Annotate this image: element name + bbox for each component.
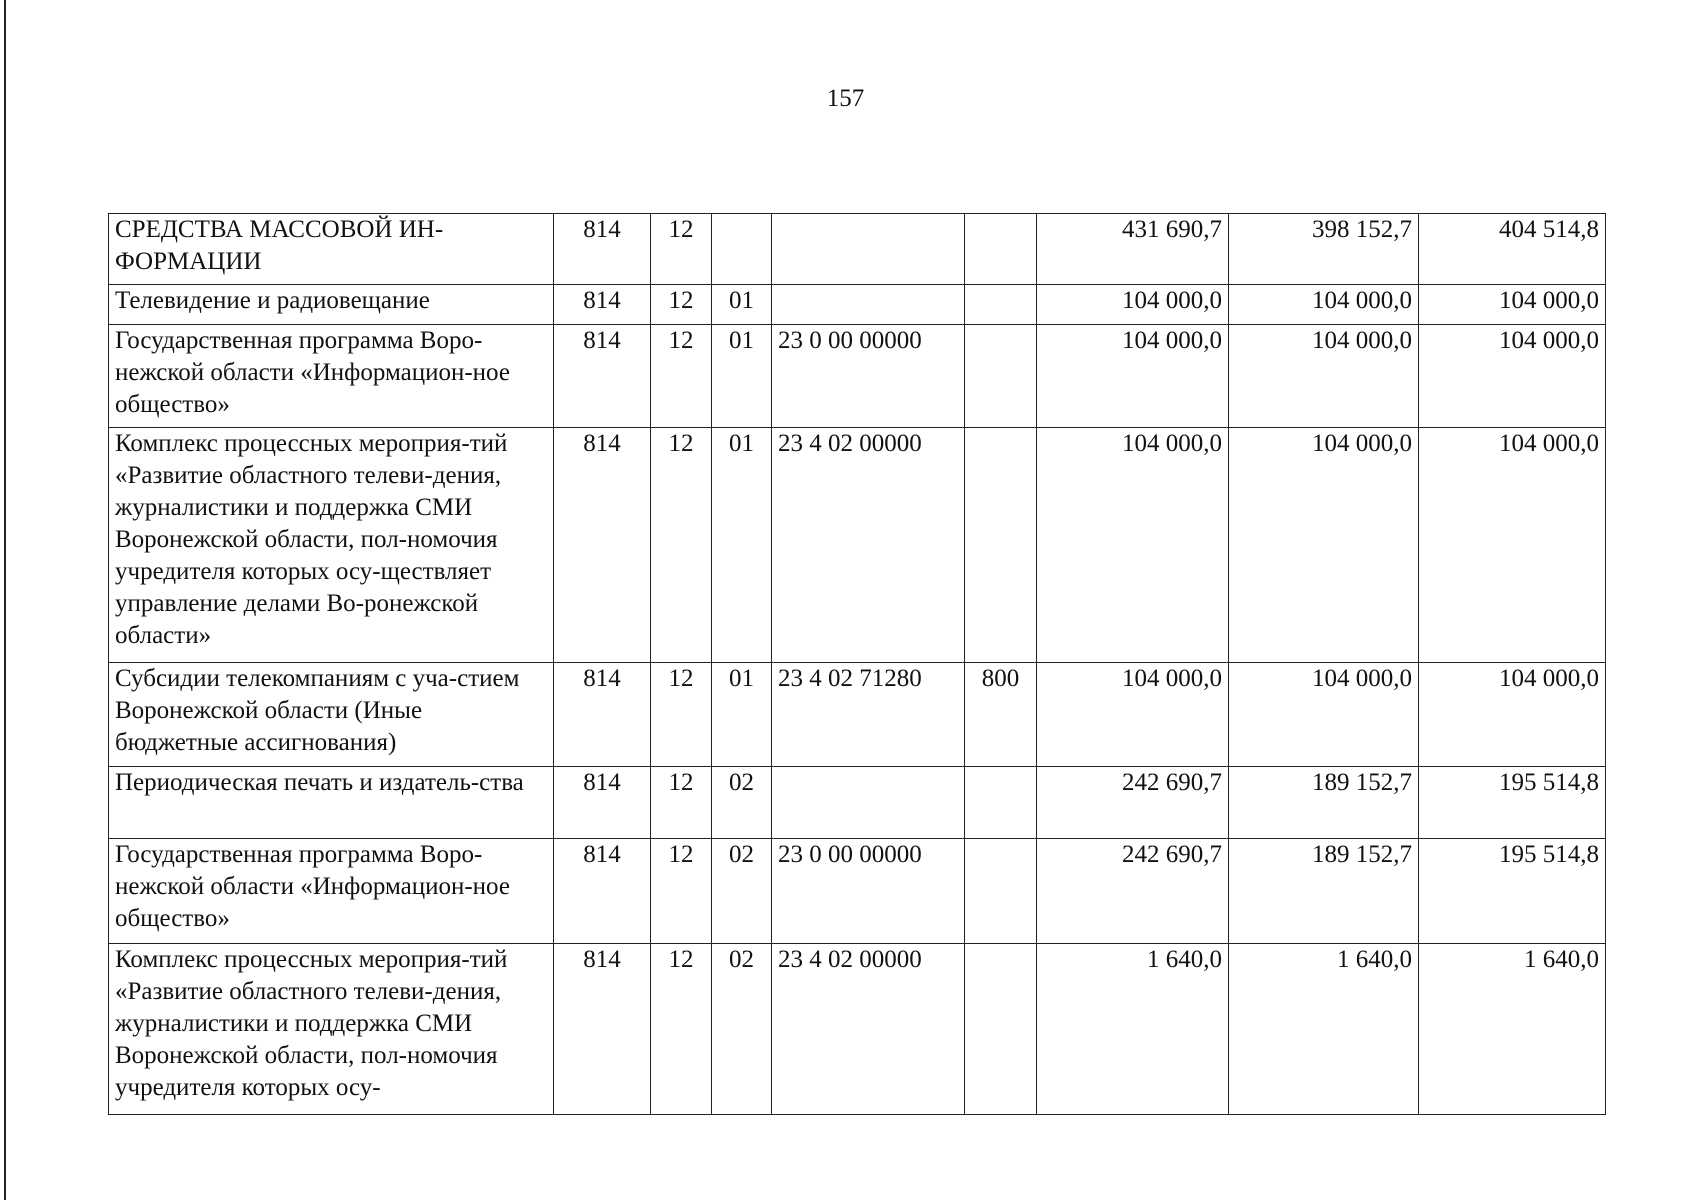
amount-year-2: 104 000,0 (1229, 663, 1419, 767)
amount-year-3: 404 514,8 (1419, 214, 1606, 285)
page-number: 157 (826, 85, 865, 112)
table-body (109, 214, 1606, 1115)
article-code: 23 0 00 00000 (772, 839, 965, 944)
subsection-code: 01 (712, 325, 772, 428)
ministry-code: 814 (554, 428, 651, 663)
article-code (772, 285, 965, 325)
row-name: Комплекс процессных мероприя-тий «Развитие областного телеви-дения, журналистики и поддержка СМИ Воронежской области, пол-номочия учредителя которых осу- (109, 944, 554, 1115)
expense-type-code (965, 285, 1037, 325)
row-name: Государственная программа Воро-нежской области «Информацион-ное общество» (109, 839, 554, 944)
amount-year-1: 1 640,0 (1037, 944, 1229, 1115)
expense-type-code (965, 428, 1037, 663)
table-row (109, 767, 1606, 839)
scan-edge-line (4, 0, 6, 1200)
budget-table (108, 213, 1606, 1115)
table-row (109, 839, 1606, 944)
row-name: Комплекс процессных мероприя-тий «Развитие областного телеви-дения, журналистики и поддержка СМИ Воронежской области, пол-номочия учредителя которых осу-ществляет управление делами Во-ронежской области» (109, 428, 554, 663)
amount-year-1: 431 690,7 (1037, 214, 1229, 285)
table-row (109, 285, 1606, 325)
row-name: Субсидии телекомпаниям с уча-стием Воронежской области (Иные бюджетные ассигнования) (109, 663, 554, 767)
amount-year-1: 242 690,7 (1037, 767, 1229, 839)
ministry-code: 814 (554, 767, 651, 839)
amount-year-3: 104 000,0 (1419, 428, 1606, 663)
article-code (772, 767, 965, 839)
subsection-code: 01 (712, 285, 772, 325)
row-name: Государственная программа Воро-нежской области «Информацион-ное общество» (109, 325, 554, 428)
article-code: 23 4 02 00000 (772, 944, 965, 1115)
expense-type-code (965, 214, 1037, 285)
amount-year-3: 195 514,8 (1419, 767, 1606, 839)
expense-type-code (965, 944, 1037, 1115)
section-code: 12 (651, 325, 712, 428)
ministry-code: 814 (554, 325, 651, 428)
section-code: 12 (651, 944, 712, 1115)
expense-type-code (965, 767, 1037, 839)
ministry-code: 814 (554, 663, 651, 767)
section-code: 12 (651, 428, 712, 663)
amount-year-1: 104 000,0 (1037, 325, 1229, 428)
section-code: 12 (651, 663, 712, 767)
amount-year-1: 104 000,0 (1037, 428, 1229, 663)
article-code: 23 4 02 71280 (772, 663, 965, 767)
ministry-code: 814 (554, 285, 651, 325)
table-row (109, 428, 1606, 663)
subsection-code: 02 (712, 839, 772, 944)
expense-type-code (965, 839, 1037, 944)
amount-year-2: 104 000,0 (1229, 428, 1419, 663)
subsection-code: 01 (712, 663, 772, 767)
amount-year-3: 104 000,0 (1419, 285, 1606, 325)
amount-year-2: 104 000,0 (1229, 285, 1419, 325)
subsection-code: 02 (712, 767, 772, 839)
amount-year-3: 104 000,0 (1419, 663, 1606, 767)
ministry-code: 814 (554, 944, 651, 1115)
row-name: СРЕДСТВА МАССОВОЙ ИН-ФОРМАЦИИ (109, 214, 554, 285)
table-row (109, 325, 1606, 428)
subsection-code: 02 (712, 944, 772, 1115)
amount-year-2: 398 152,7 (1229, 214, 1419, 285)
expense-type-code: 800 (965, 663, 1037, 767)
table-row (109, 214, 1606, 285)
amount-year-1: 242 690,7 (1037, 839, 1229, 944)
amount-year-1: 104 000,0 (1037, 285, 1229, 325)
amount-year-2: 189 152,7 (1229, 839, 1419, 944)
amount-year-2: 189 152,7 (1229, 767, 1419, 839)
amount-year-1: 104 000,0 (1037, 663, 1229, 767)
article-code: 23 0 00 00000 (772, 325, 965, 428)
amount-year-3: 1 640,0 (1419, 944, 1606, 1115)
row-name: Периодическая печать и издатель-ства (109, 767, 554, 839)
row-name: Телевидение и радиовещание (109, 285, 554, 325)
section-code: 12 (651, 767, 712, 839)
table-row (109, 944, 1606, 1115)
amount-year-2: 104 000,0 (1229, 325, 1419, 428)
article-code (772, 214, 965, 285)
section-code: 12 (651, 214, 712, 285)
article-code: 23 4 02 00000 (772, 428, 965, 663)
subsection-code: 01 (712, 428, 772, 663)
subsection-code (712, 214, 772, 285)
section-code: 12 (651, 839, 712, 944)
section-code: 12 (651, 285, 712, 325)
amount-year-3: 195 514,8 (1419, 839, 1606, 944)
expense-type-code (965, 325, 1037, 428)
amount-year-2: 1 640,0 (1229, 944, 1419, 1115)
amount-year-3: 104 000,0 (1419, 325, 1606, 428)
ministry-code: 814 (554, 214, 651, 285)
table-row (109, 663, 1606, 767)
ministry-code: 814 (554, 839, 651, 944)
